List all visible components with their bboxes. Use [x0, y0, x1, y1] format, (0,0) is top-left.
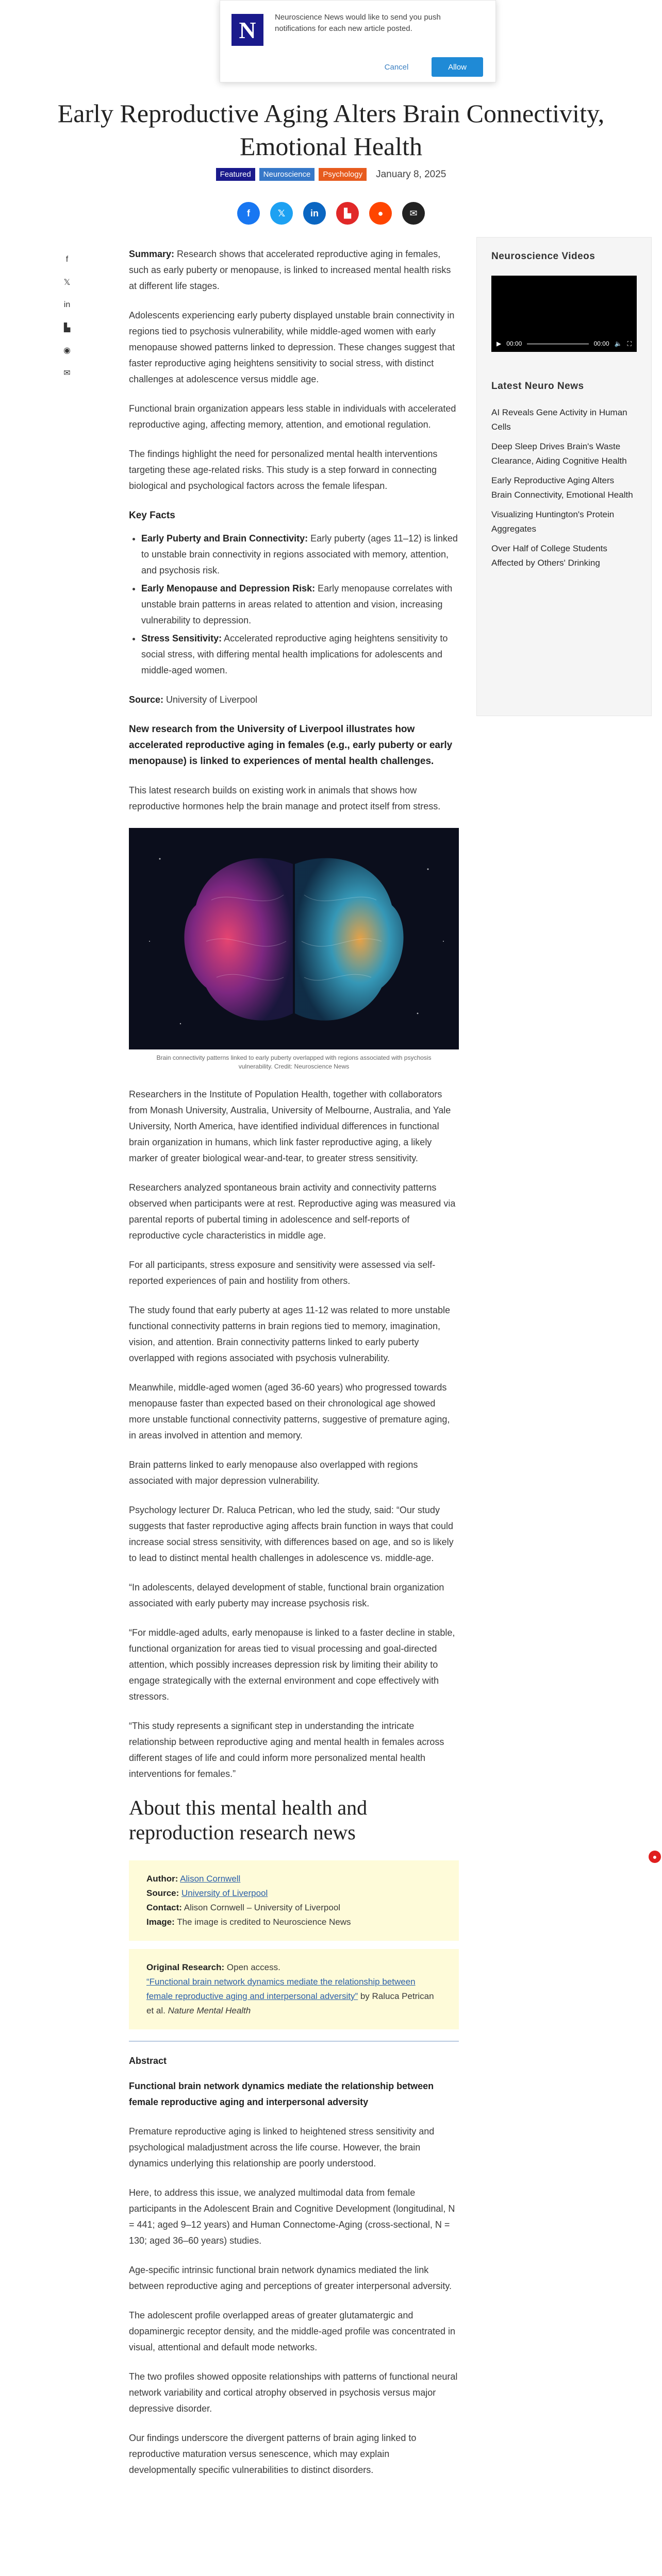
abstract-paragraph: Age-specific intrinsic functional brain network dynamics mediated the link between reproductive aging and perceptions of greater interpersonal adversity. — [129, 2265, 452, 2291]
video-progress-track[interactable] — [527, 343, 588, 345]
author-link[interactable]: Alison Cornwell — [180, 1874, 241, 1884]
video-current-time: 00:00 — [506, 340, 522, 347]
news-heading: Latest Neuro News — [491, 381, 584, 392]
key-facts-heading: Key Facts — [129, 510, 175, 521]
list-item: • Early Menopause and Depression Risk: Early menopause correlates with unstable brain patterns in areas related to attention and vision, increasing vulnerability to depression. — [141, 581, 459, 629]
source-link[interactable]: University of Liverpool — [181, 1888, 268, 1898]
email-icon[interactable]: ✉ — [402, 202, 425, 225]
video-player[interactable] — [491, 276, 637, 352]
push-notification-prompt — [220, 0, 496, 82]
news-link[interactable]: Early Reproductive Aging Alters Brain Connectivity, Emotional Health — [491, 476, 633, 500]
reddit-icon[interactable]: ◉ — [63, 346, 71, 355]
paragraph: For all participants, stress exposure and sensitivity were assessed via self-reported experiences of pain and hostility from others. — [129, 1260, 436, 1286]
video-controls — [491, 335, 637, 352]
category-badge-psychology[interactable]: Psychology — [319, 168, 367, 181]
list-item: • Early Puberty and Brain Connectivity: Early puberty (ages 11–12) is linked to unstable brain connectivity in regions associated with memory, attention, and psychosis risk. — [141, 531, 459, 579]
abstract-heading: Abstract — [129, 2041, 459, 2069]
sidebar — [476, 237, 652, 716]
abstract-paragraph: Premature reproductive aging is linked to heightened stress sensitivity and psychological maladjustment across the life course. However, the brain dynamics underlying this relationship are poorly understood. — [129, 2126, 435, 2168]
paragraph: This latest research builds on existing work in animals that shows how reproductive hormones help the brain manage and protect itself from stress. — [129, 785, 441, 811]
abstract-title: Functional brain network dynamics mediate the relationship between female reproductive aging and interpersonal adversity — [129, 2081, 434, 2107]
news-link[interactable]: AI Reveals Gene Activity in Human Cells — [491, 408, 627, 432]
paragraph: The findings highlight the need for personalized mental health interventions targeting these age-related risks. This study is a step forward in connecting biological and psychological factors across the female lifespan. — [129, 449, 438, 491]
brain-illustration — [129, 828, 459, 1049]
news-link[interactable]: Deep Sleep Drives Brain's Waste Clearance, Aiding Cognitive Health — [491, 442, 627, 466]
figure-caption: Brain connectivity patterns linked to early puberty overlapped with regions associated with psychosis vulnerability. Credit: Neuroscience News — [156, 1054, 432, 1070]
allow-button[interactable]: Allow — [432, 57, 483, 77]
reddit-icon[interactable]: ● — [369, 202, 392, 225]
x-icon[interactable]: 𝕏 — [63, 278, 71, 287]
video-duration: 00:00 — [593, 340, 609, 347]
floating-share-bar — [62, 255, 72, 378]
abstract-paragraph: The two profiles showed opposite relationships with patterns of functional neural network variability and cortical atrophy observed in psychosis versus major depressive disorder. — [129, 2371, 458, 2414]
news-list — [491, 405, 637, 570]
summary: Summary: Research shows that accelerated reproductive aging in females, such as early puberty or menopause, is linked to increased mental health risks at different life stages. — [129, 249, 451, 291]
category-badge-neuroscience[interactable]: Neuroscience — [259, 168, 315, 181]
paragraph: Researchers in the Institute of Population Health, together with collaborators from Monash University, Australia, University of Melbourne, Australia, and Yale University, North America, have identified individual differences in functional brain organization in humans, which link faster reproductive aging, a likely marker of greater biological wear-and-tear, to greater stress sensitivity. — [129, 1089, 451, 1163]
news-link[interactable]: Visualizing Huntington's Protein Aggregates — [491, 510, 615, 534]
publish-date: January 8, 2025 — [376, 168, 446, 180]
play-icon[interactable]: ▶ — [496, 340, 502, 347]
lead-paragraph: New research from the University of Liverpool illustrates how accelerated reproductive aging in females (e.g., early puberty or early menopause) is linked to experiences of mental health challenges. — [129, 724, 453, 767]
paragraph: Meanwhile, middle-aged women (aged 36-60 years) who progressed towards menopause faster than expected based on their chronological age showed more unstable functional connectivity patterns, suggestive of premature aging, in areas involved in attention and memory. — [129, 1382, 450, 1440]
volume-icon[interactable]: 🔈 — [614, 340, 622, 347]
abstract-paragraph: Here, to address this issue, we analyzed multimodal data from female participants in the Adolescent Brain and Cognitive Development (longitudinal, N = 441; aged 9–12 years) and Human Connectome-Aging (cross-sectional, N = 130; aged 36–60 years) studies. — [129, 2188, 455, 2246]
article-body — [129, 246, 459, 2492]
source-line: Source: University of Liverpool — [129, 694, 258, 705]
facebook-icon[interactable]: f — [237, 202, 260, 225]
paragraph: Researchers analyzed spontaneous brain activity and connectivity patterns observed when participants were at rest. Reproductive aging was measured via parental reports of pubertal timing in adolescence and self-reports of reproductive cycle characteristics in middle age. — [129, 1182, 456, 1241]
site-logo: N — [231, 14, 263, 46]
article-meta — [0, 168, 662, 181]
flipboard-icon[interactable]: ▙ — [63, 324, 71, 332]
brain-illustration-svg — [129, 828, 459, 1049]
original-research-box: Original Research: Open access. “Functional brain network dynamics mediate the relationship between female reproductive aging and interpersonal adversity” by Raluca Petrican et al. Nature Mental Health — [129, 1949, 459, 2029]
paragraph: The study found that early puberty at ages 11-12 was related to more unstable functional connectivity patterns in brain regions tied to memory, imagination, vision, and attention. Brain connectivity patterns linked to early puberty overlapped with regions associated with psychosis vulnerability. — [129, 1305, 451, 1363]
paragraph: “For middle-aged adults, early menopause is linked to a faster decline in stable, functional organization for areas tied to visual processing and goal-directed attention, which possibly increases depression risk by limiting their ability to engage strategically with the external environment and cope effectively with stressors. — [129, 1628, 455, 1702]
fullscreen-icon[interactable]: ⛶ — [627, 340, 632, 347]
x-icon[interactable]: 𝕏 — [270, 202, 293, 225]
linkedin-icon[interactable]: in — [63, 300, 71, 309]
share-bar — [0, 202, 662, 225]
ad-choices-icon[interactable]: ● — [649, 1851, 661, 1863]
facebook-icon[interactable]: f — [65, 255, 69, 264]
paragraph: Psychology lecturer Dr. Raluca Petrican, who led the study, said: “Our study suggests that faster reproductive aging affects brain function in ways that could increase social stress sensitivity, with differences based on age, and so is likely to lead to distinct mental health challenges in adolescence vs. middle-age. — [129, 1505, 454, 1563]
abstract-paragraph: The adolescent profile overlapped areas of greater glutamatergic and dopaminergic receptor density, and the middle-aged profile was concentrated in visual, attentional and default mode networks. — [129, 2310, 456, 2352]
paragraph: “This study represents a significant step in understanding the intricate relationship between reproductive aging and mental health in females across different stages of life and could inform more personalized mental health interventions for females.” — [129, 1721, 444, 1779]
paragraph: “In adolescents, delayed development of stable, functional brain organization associated with early puberty may increase psychosis risk. — [129, 1582, 444, 1608]
abstract-paragraph: Our findings underscore the divergent patterns of brain aging linked to reproductive maturation versus senescence, which may explain developmentally specific vulnerabilities to distinct disorders. — [129, 2433, 417, 2475]
cancel-button[interactable]: Cancel — [372, 57, 421, 77]
article-title: Early Reproductive Aging Alters Brain Connectivity, Emotional Health — [57, 99, 605, 161]
original-research-link[interactable]: “Functional brain network dynamics mediate the relationship between female reproductive aging and interpersonal adversity” — [146, 1977, 416, 2001]
category-badge-featured[interactable]: Featured — [216, 168, 255, 181]
about-heading: About this mental health and reproduction research news — [129, 1796, 368, 1844]
videos-heading: Neuroscience Videos — [491, 251, 595, 262]
paragraph: Functional brain organization appears less stable in individuals with accelerated reproductive aging, affecting memory, attention, and emotional regulation. — [129, 403, 456, 430]
flipboard-icon[interactable]: ▙ — [336, 202, 359, 225]
paragraph: Brain patterns linked to early menopause also overlapped with regions associated with major depression vulnerability. — [129, 1460, 418, 1486]
push-message: Neuroscience News would like to send you push notifications for each new article posted. — [275, 13, 441, 33]
news-link[interactable]: Over Half of College Students Affected by Others' Drinking — [491, 544, 607, 568]
email-icon[interactable]: ✉ — [63, 369, 71, 378]
linkedin-icon[interactable]: in — [303, 202, 326, 225]
paragraph: Adolescents experiencing early puberty displayed unstable brain connectivity in regions tied to psychosis vulnerability, while middle-aged women with early menopause showed patterns linked to depression. These changes suggest that faster reproductive aging heightens sensitivity to social stress, with distinct challenges at adolescence versus middle age. — [129, 310, 455, 384]
about-box: Author: Alison Cornwell Source: University of Liverpool Contact: Alison Cornwell – University of Liverpool Image: The image is credited to Neuroscience News — [129, 1860, 459, 1941]
list-item: • Stress Sensitivity: Accelerated reproductive aging heightens sensitivity to social stress, with differing mental health implications for adolescents and middle-aged women. — [141, 631, 459, 679]
key-facts-list — [129, 531, 459, 679]
